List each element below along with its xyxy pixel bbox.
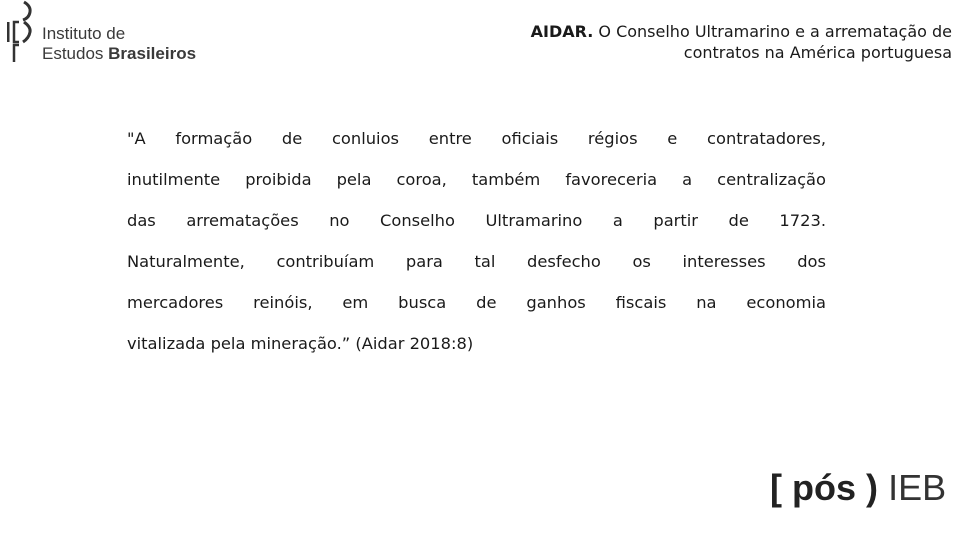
slide-title bbox=[392, 21, 952, 63]
bracket-logo-icon bbox=[4, 0, 40, 64]
quote-line: "A formação de conluios entre oficiais régios e contratadores, bbox=[127, 129, 826, 148]
logo-line-2-regular: Estudos bbox=[42, 44, 109, 63]
logo-line-2 bbox=[42, 45, 196, 62]
quote-line: inutilmente proibida pela coroa, também favoreceria a centralização bbox=[127, 170, 826, 189]
title-line-2: contratos na América portuguesa bbox=[683, 43, 952, 62]
pos-ieb-logo bbox=[760, 440, 960, 540]
logo-ieb: IEB bbox=[888, 467, 947, 508]
quote-line: Naturalmente, contribuíam para tal desfecho os interesses dos bbox=[127, 252, 826, 271]
title-part-1: O Conselho Ultramarino e a arrematação de bbox=[593, 22, 952, 41]
title-author: AIDAR. bbox=[530, 22, 594, 41]
quote-block bbox=[127, 118, 826, 364]
logo-pos: pós bbox=[792, 467, 857, 508]
quote-line: vitalizada pela mineração.” (Aidar 2018:8) bbox=[127, 334, 474, 353]
quote-line: mercadores reinóis, em busca de ganhos fiscais na economia bbox=[127, 293, 826, 312]
logo-line-1: Instituto de bbox=[42, 24, 126, 43]
quote-line: das arrematações no Conselho Ultramarino a partir de 1723. bbox=[127, 211, 826, 230]
logo-close-paren: ) bbox=[866, 467, 879, 508]
logo-line-2-bold: Brasileiros bbox=[108, 44, 197, 63]
ieb-logo bbox=[4, 0, 214, 64]
pos-ieb-wordmark bbox=[770, 467, 947, 508]
title-line-1 bbox=[392, 21, 952, 42]
logo-open-bracket: [ bbox=[770, 467, 782, 508]
